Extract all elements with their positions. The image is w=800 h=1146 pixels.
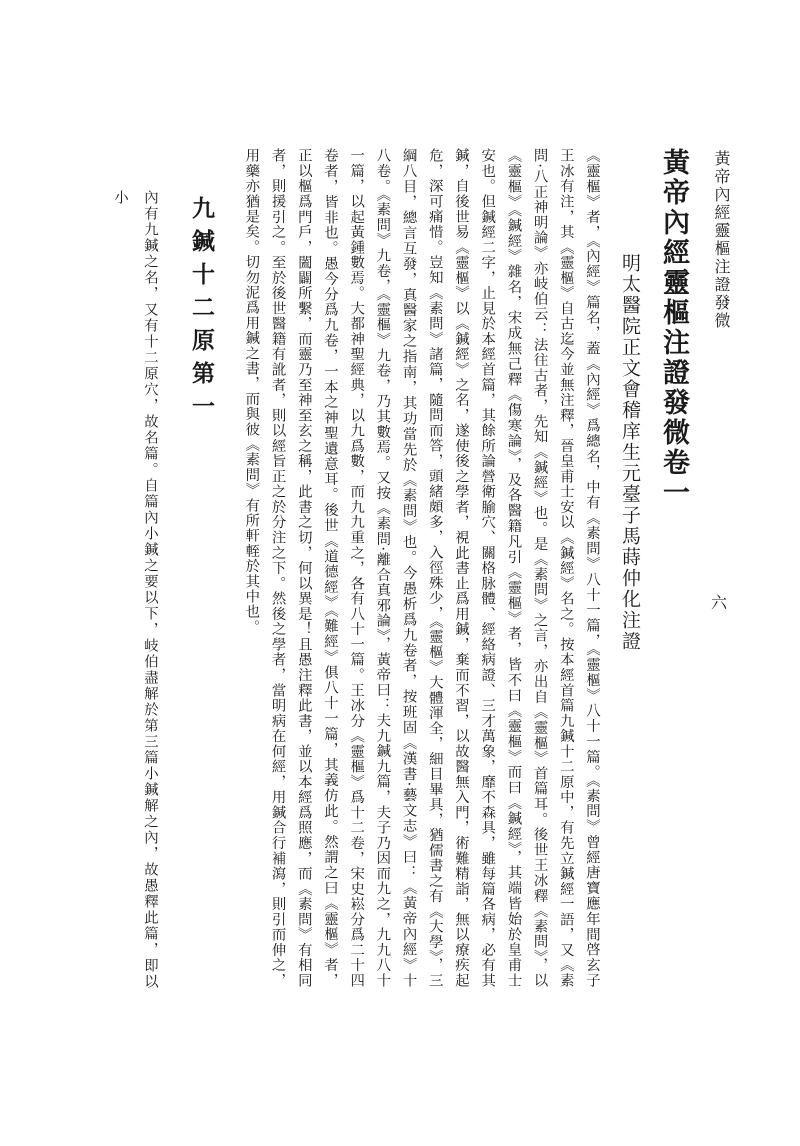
page-number: 六 [710,593,727,612]
chapter-body: 內有九鍼之名，又有十二原穴，故名篇。自篇內小鍼之要以下，岐伯盡解於第三篇小鍼解之內，故愚釋此篇，即以小 [112,190,158,990]
volume-title: 黃帝內經靈樞注證發微卷一 [658,148,689,508]
running-header: 黃帝內經靈樞注證發微 [712,150,731,330]
author-line: 明太醫院正文會稽庠生元臺子馬蒔仲化注證 [619,253,641,652]
main-text-block [228,148,693,988]
chapter-title: 九鍼十二原第一 [188,196,215,427]
chapter-section [108,190,218,990]
preface-paragraph: 《靈樞》者，《內經》篇名，蓋《內經》爲總名，中有《素問》八十一篇，《靈樞》八十一篇。《素問》曾經唐寶應年間啓玄子王冰有注，其《靈樞》自古迄今並無注釋，晉皇甫士安以《鍼經》名之。按本經首篇九鍼十二原中，有先立鍼經一語，又《素問·八正神明論》亦岐伯云：法往古者，先知《鍼經》也。是《素問》之言，亦出自《靈樞》首篇耳。後世王冰釋《素問》，以《靈樞》《鍼經》雜名，宋成無己釋《傷寒論》，及各醫籍凡引《靈樞》者，皆不曰《靈樞》而曰《鍼經》，其端皆始於皇甫士安也。但鍼經二字，止見於本經首篇，其餘所論營衛腧穴、關格脉體、經絡病證、三才萬象，靡不森具，雖每篇各病，必有其鍼，自後世易《靈樞》以《鍼經》之名，遂使後之學者，視此書止爲用鍼，棄而不習，以故醫無入門，術難精詣，無以療疾起危，深可痛惜。豈知《素問》諸篇，隨問而答，頭緒頗多，入徑殊少，《靈樞》大體渾全，細目畢具，猶儒書之有《大學》，三綱八目，總言互發，真醫家之指南，其功當先於《素問》也。今愚析爲九卷者，按班固《漢書·藝文志》曰：《黃帝內經》十八卷。《素問》九卷，《靈樞》九卷，乃其數焉。又按《素問·離合真邪論》，黃帝曰：夫九鍼九篇，夫子乃因而九之，九九八十一篇，以起黃鍾數焉。大都神聖經典，以九爲數，而九九重之，各有八十一篇。王冰分《靈樞》爲十二卷，宋史崧分爲二十四卷者，皆非也。愚今分爲九卷，一本之神聖遺意耳。後世《道德經》《難經》俱八十一篇，其義仿此。然謂之曰《靈樞》者，正以樞爲門戶，闔闢所繫，而靈乃至神至玄之稱，此書之切，何以異是！且愚注釋此書，並以本經爲照應，而《素問》有相同者，則援引之。至於後世醫籍有訛者，則以經旨正之於分注之下。然後之學者，當明病在何經，用鍼合行補瀉，則引而伸之，用藥亦猶是矣。切勿泥爲用鍼之書，而與彼《素問》有所軒輊於其中也。 [243,148,600,988]
